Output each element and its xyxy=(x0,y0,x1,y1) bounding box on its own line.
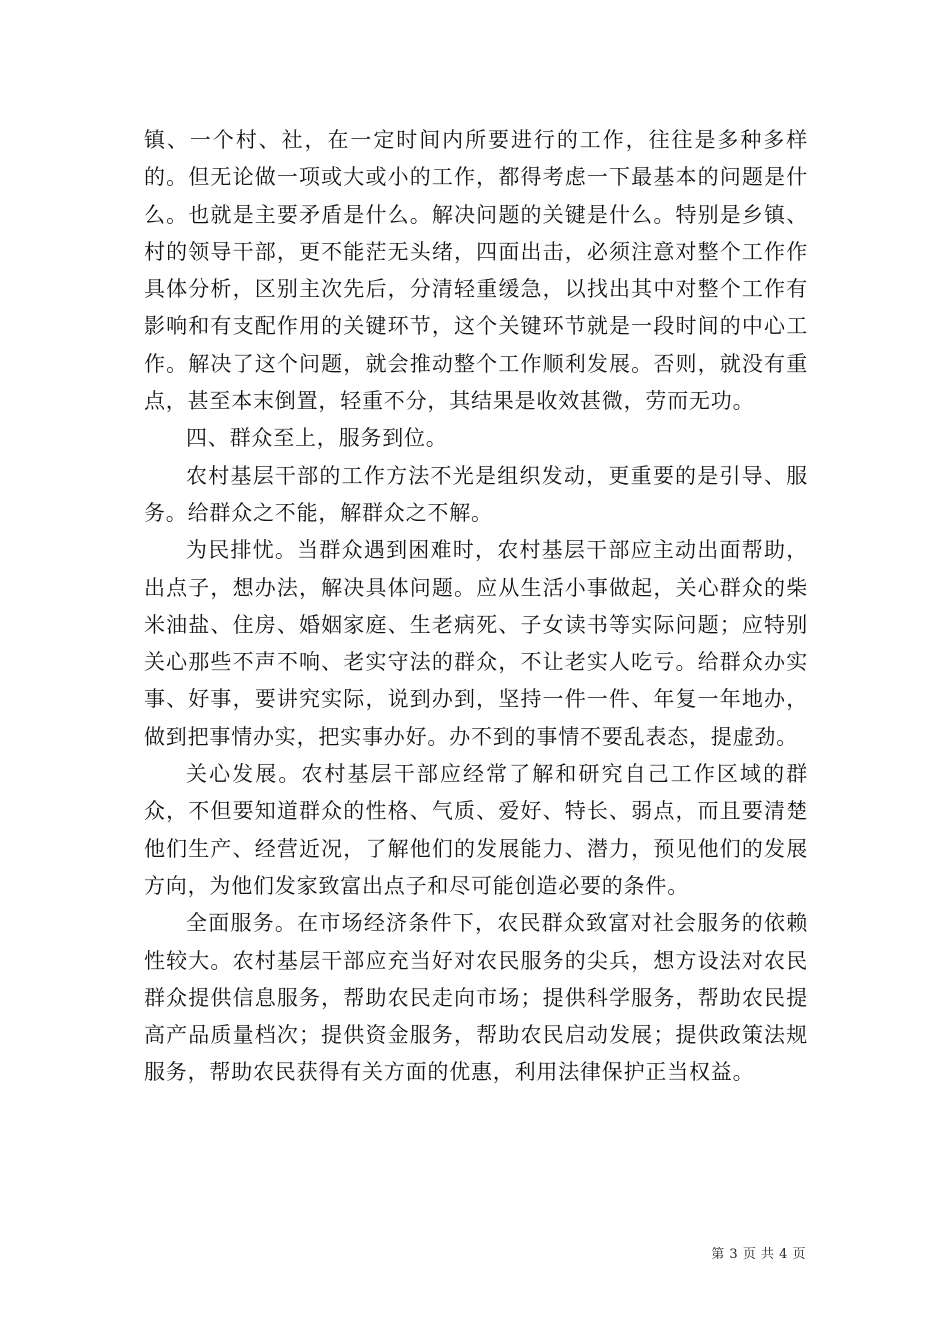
section-heading: 四、群众至上，服务到位。 xyxy=(186,426,448,451)
paragraph-continuation: 镇、一个村、社，在一定时间内所要进行的工作，往往是多种多样的。但无论做一项或大或小的工作，都得考虑一下最基本的问题是什么。也就是主要矛盾是什么。解决问题的关键是什么。特别是乡镇、村的领导干部，更不能茫无头绪，四面出击，必须注意对整个工作作具体分析，区别主次先后，分清轻重缓急，以找出其中对整个工作有影响和有支配作用的关键环节，这个关键环节就是一段时间的中心工作。解决了这个问题，就会推动整个工作顺利发展。否则，就没有重点，甚至本末倒置，轻重不分，其结果是收效甚微，劳而无功。 xyxy=(144,128,808,414)
page-number: 第 3 页 共 4 页 xyxy=(711,1247,806,1262)
paragraph-intro: 农村基层干部的工作方法不光是组织发动，更重要的是引导、服务。给群众之不能，解群众之不解。 xyxy=(144,463,808,525)
document-body xyxy=(144,122,808,1092)
paragraph-full-service: 全面服务。在市场经济条件下，农民群众致富对社会服务的依赖性较大。农村基层干部应充当好对农民服务的尖兵，想方设法对农民群众提供信息服务，帮助农民走向市场；提供科学服务，帮助农民提高产品质量档次；提供资金服务，帮助农民启动发展；提供政策法规服务，帮助农民获得有关方面的优惠，利用法律保护正当权益。 xyxy=(144,911,808,1085)
paragraph-care-development: 关心发展。农村基层干部应经常了解和研究自己工作区域的群众，不但要知道群众的性格、气质、爱好、特长、弱点，而且要清楚他们生产、经营近况，了解他们的发展能力、潜力，预见他们的发展方向，为他们发家致富出点子和尽可能创造必要的条件。 xyxy=(144,762,808,898)
paragraph-relieve-worries: 为民排忧。当群众遇到困难时，农村基层干部应主动出面帮助，出点子，想办法，解决具体问题。应从生活小事做起，关心群众的柴米油盐、住房、婚姻家庭、生老病死、子女读书等实际问题；应特别关心那些不声不响、老实守法的群众，不让老实人吃亏。给群众办实事、好事，要讲究实际，说到办到，坚持一件一件、年复一年地办，做到把事情办实，把实事办好。办不到的事情不要乱表态，提虚劲。 xyxy=(144,538,808,749)
